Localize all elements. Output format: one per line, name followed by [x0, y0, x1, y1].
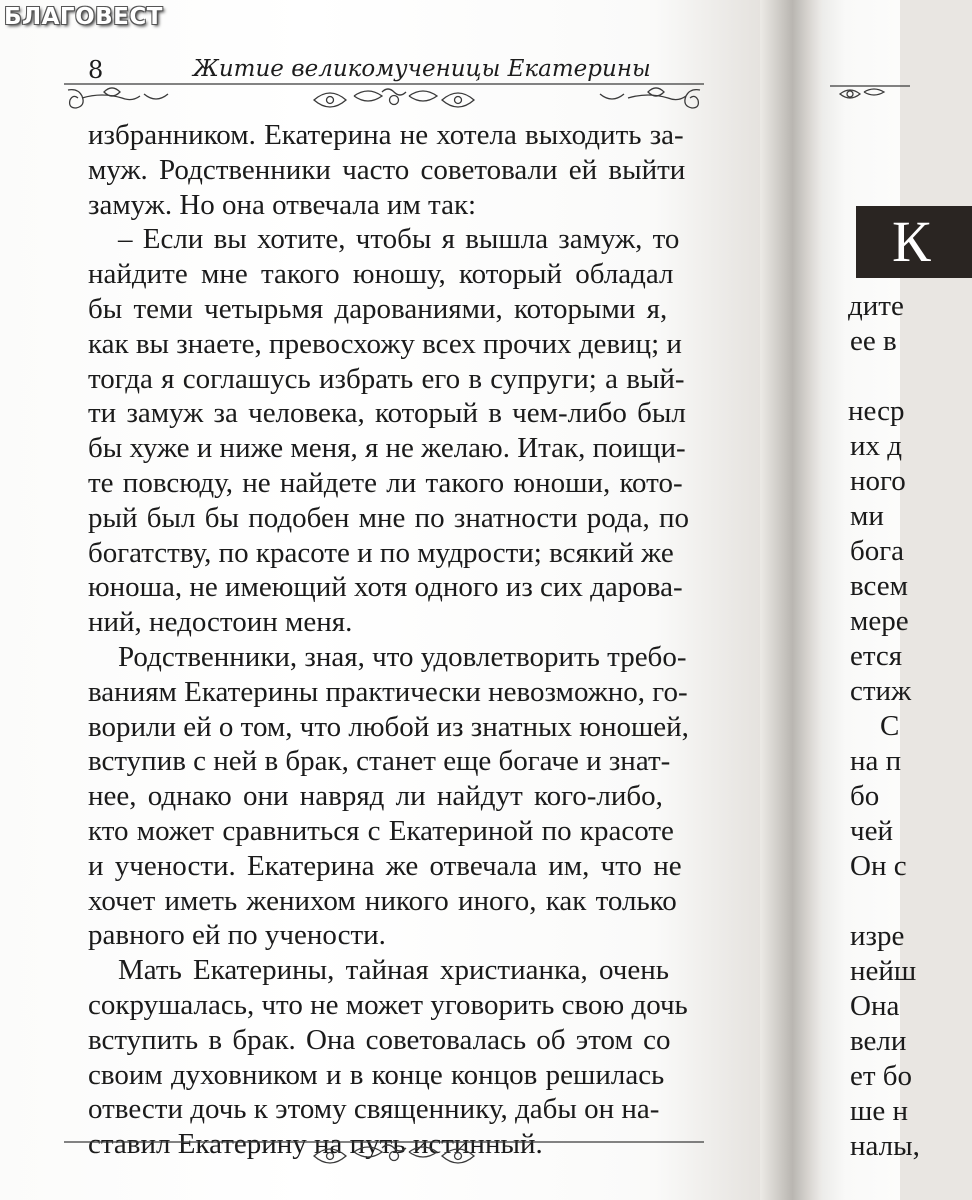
right-fragment: на п [850, 745, 902, 777]
right-fragment: изре [850, 920, 905, 952]
text-line: равного ей по учености. [88, 919, 386, 952]
text-line: – Если вы хотите, чтобы я вышла замуж, то [118, 223, 680, 256]
text-line: и учености. Екатерина же отвечала им, что не [88, 849, 682, 882]
drop-cap: К [856, 206, 972, 278]
text-line: Мать Екатерины, тайная христианка, очень [118, 954, 669, 987]
running-title: Житие великомученицы Екатерины [193, 56, 651, 82]
right-fragment: С [880, 710, 900, 742]
text-line: вступив с ней в брак, станет еще богаче и знат- [88, 745, 671, 778]
text-line: ний, недостоин меня. [88, 606, 353, 639]
right-fragment: ного [850, 465, 906, 497]
text-line: бы хуже и ниже меня, я не желаю. Итак, поищи- [88, 432, 686, 465]
text-line: хочет иметь женихом никого иного, как только [88, 884, 677, 917]
text-line: найдите мне такого юношу, который обладал [88, 258, 674, 291]
text-line: ваниям Екатерины практически невозможно, го- [88, 675, 688, 708]
text-line: ворили ей о том, что любой из знатных юношей, [88, 710, 689, 743]
text-line: муж. Родственники часто советовали ей выйти [88, 153, 686, 186]
right-fragment: мере [850, 605, 909, 637]
text-line: своим духовником и в конце концов решилась [88, 1058, 665, 1091]
right-fragment: всем [850, 570, 908, 602]
right-fragment: неср [848, 395, 905, 427]
right-fragment: налы, [850, 1130, 920, 1162]
text-line: вступить в брак. Она советовалась об этом со [88, 1023, 671, 1056]
right-fragment: бога [850, 535, 905, 567]
text-line: юноша, не имеющий хотя одного из сих дарова- [88, 571, 683, 604]
right-fragment: стиж [850, 675, 912, 707]
text-line: тогда я соглашусь избрать его в супруги; а вый- [88, 362, 685, 395]
text-line: ставил Екатерину на путь истинный. [88, 1128, 543, 1161]
right-ornament-icon [830, 80, 910, 110]
watermark: БЛАГОВЕСТ [4, 4, 163, 30]
right-fragment: ше н [850, 1095, 908, 1127]
text-line: нее, однако они навряд ли найдут кого-либо, [88, 780, 663, 813]
right-fragment: ется [850, 640, 903, 672]
body-text [88, 118, 688, 1162]
footer-ornament-icon [64, 1138, 704, 1178]
right-fragment: дите [848, 290, 904, 322]
text-line: те повсюду, не найдете ли такого юноши, кото- [88, 466, 683, 499]
text-line: избранником. Екатерина не хотела выходить за- [88, 119, 684, 151]
text-line: отвести дочь к этому священнику, дабы он на- [88, 1093, 660, 1126]
right-page [822, 0, 931, 1200]
right-fragment: ми [850, 500, 884, 532]
right-fragment: вели [850, 1025, 907, 1057]
text-line: бы теми четырьмя дарованиями, которыми я, [88, 292, 668, 325]
right-fragment: их д [850, 430, 903, 462]
book-gutter [760, 0, 825, 1200]
header-ornament-icon [64, 78, 704, 118]
right-fragment: Она [850, 990, 900, 1022]
text-line: рый был бы подобен мне по знатности рода, по [88, 501, 690, 534]
right-fragment: чей [850, 815, 893, 847]
text-line: замуж. Но она отвечала им так: [88, 188, 477, 221]
text-line: Родственники, зная, что удовлетворить требо- [118, 640, 687, 673]
right-fragment: нейш [850, 955, 917, 987]
right-fragment: ее в [850, 325, 897, 357]
page-number: 8 [88, 56, 104, 84]
right-fragment: Он с [850, 850, 907, 882]
text-line: сокрушалась, что не может уговорить свою дочь [88, 988, 688, 1021]
text-line: ти замуж за человека, который в чем-либо был [88, 397, 686, 430]
text-line: кто может сравниться с Екатериной по красоте [88, 814, 674, 847]
text-line: богатству, по красоте и по мудрости; всякий же [88, 536, 674, 569]
right-fragment: бо [850, 780, 880, 812]
right-fragment: ет бо [850, 1060, 913, 1092]
text-line: как вы знаете, превосхожу всех прочих девиц; и [88, 327, 682, 360]
